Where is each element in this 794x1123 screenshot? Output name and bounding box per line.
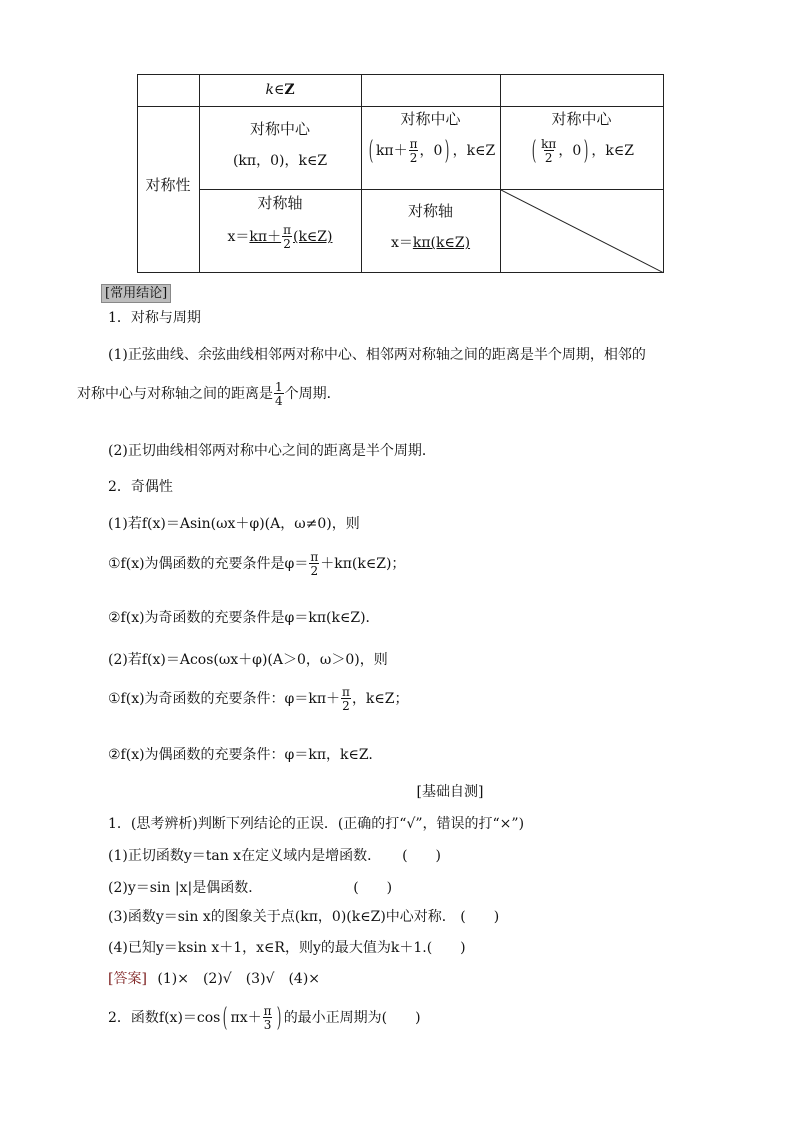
table-rule (137, 106, 664, 107)
selftest-question-2 (108, 1005, 421, 1031)
cos-center-tail: ，0 (419, 143, 443, 159)
cos-axis-pre: x＝ (390, 235, 413, 251)
tan-center-label: 对称中心 (551, 110, 612, 128)
parity-q2: (2)若f(x)＝Acos(ωx＋φ)(A＞0，ω＞0)，则 (108, 652, 388, 668)
sin-axis-u1: kπ＋ (249, 229, 282, 245)
cos-center-label: 对称中心 (400, 110, 461, 128)
numerator: π (342, 685, 350, 699)
p1b-pre: 对称中心与对称轴之间的距离是 (77, 386, 273, 402)
parity-q1b: ②f(x)为奇函数的充要条件是φ＝kπ(k∈Z)． (108, 610, 380, 626)
fraction (263, 1005, 273, 1031)
common-conclusions-tag (101, 282, 171, 301)
fraction (409, 138, 419, 164)
statement-2: (2)y＝sin |x|是偶函数． ( ) (108, 880, 393, 896)
left-paren: ( (368, 136, 374, 166)
right-paren: ) (276, 1003, 281, 1033)
q2a-post: ，k∈Z； (351, 691, 409, 707)
numerator: π (409, 137, 418, 151)
row-label-symmetry: 对称性 (145, 176, 191, 194)
cos-axis-u1: kπ(k∈Z) (412, 235, 471, 251)
answer-line (108, 968, 320, 988)
cos-center-formula (361, 138, 500, 164)
q2-lead: πx＋ (230, 1010, 262, 1026)
denominator: 4 (275, 394, 283, 408)
table-rule (137, 74, 138, 273)
answer-tag: [答案] (108, 971, 147, 987)
sin-axis-u2: (k∈Z) (292, 229, 333, 245)
p1b-post: 个周期． (284, 386, 341, 402)
fraction-quarter (274, 381, 284, 407)
sin-axis-label: 对称轴 (257, 194, 303, 212)
sin-center-k: k∈Z (298, 153, 328, 169)
empty-cell-diagonal (501, 190, 664, 273)
parity-q1a (108, 551, 405, 577)
paragraph-1a: (1)正弦曲线、余弦曲线相邻两对称中心、相邻两对称轴之间的距离是半个周期，相邻的 (108, 347, 646, 363)
cos-center-lead: kπ＋ (375, 143, 408, 159)
table-rule (137, 74, 664, 75)
denominator: 2 (310, 564, 319, 578)
selftest-title: [基础自测] (416, 784, 484, 800)
sin-axis-pre: x＝ (227, 229, 250, 245)
q2a-pre: ①f(x)为奇函数的充要条件：φ＝kπ＋ (108, 691, 341, 707)
paragraph-1b (77, 381, 341, 407)
cos-axis-label: 对称轴 (407, 202, 453, 220)
left-paren: ( (531, 136, 537, 166)
tan-center-formula (500, 138, 663, 164)
heading-symmetry-period: 1．对称与周期 (108, 310, 201, 326)
q1a-pre: ①f(x)为偶函数的充要条件是φ＝ (108, 556, 309, 572)
selftest-question-1: 1．(思考辨析)判断下列结论的正误．(正确的打“√”，错误的打“×”) (108, 816, 525, 832)
numerator: kπ (541, 137, 557, 151)
heading-parity: 2．奇偶性 (108, 479, 173, 495)
sin-axis-formula (199, 224, 361, 250)
tag-label: [常用结论] (101, 284, 171, 303)
denominator: 3 (263, 1018, 272, 1032)
fraction (540, 138, 557, 164)
parity-q2b: ②f(x)为偶函数的充要条件：φ＝kπ，k∈Z. (108, 747, 373, 763)
q2-post: 的最小正周期为( ) (283, 1010, 421, 1026)
sin-center-point: (kπ，0)， (232, 153, 299, 169)
cell-k-in-z: k∈Z (265, 82, 295, 98)
tan-center-suffix: ，k∈Z (591, 143, 634, 159)
fraction (282, 224, 292, 250)
q1a-post: ＋kπ(k∈Z)； (320, 556, 406, 572)
statement-1: (1)正切函数y＝tan x在定义域内是增函数． ( ) (108, 848, 441, 864)
denominator: 2 (283, 237, 291, 251)
cos-center-suffix: ，k∈Z (452, 143, 496, 159)
numerator: π (283, 223, 291, 237)
numerator: 1 (275, 380, 283, 394)
paragraph-2: (2)正切曲线相邻两对称中心之间的距离是半个周期． (108, 443, 436, 459)
fraction (341, 686, 351, 712)
parity-q2a (108, 686, 409, 712)
denominator: 2 (409, 151, 418, 165)
answer-text: (1)× (2)√ (3)√ (4)× (157, 971, 321, 987)
cos-axis-formula (361, 236, 500, 250)
statement-3: (3)函数y＝sin x的图象关于点(kπ，0)(k∈Z)中心对称． ( ) (108, 909, 500, 925)
q2-pre: 2．函数f(x)＝cos (108, 1010, 221, 1026)
tan-center-tail: ，0 (558, 143, 582, 159)
numerator: π (263, 1004, 272, 1018)
fraction (309, 551, 319, 577)
statement-4: (4)已知y＝ksin x＋1，x∈R，则y的最大值为k＋1.( ) (108, 940, 466, 956)
numerator: π (310, 550, 319, 564)
sin-center-label: 对称中心 (249, 120, 310, 138)
sin-center-formula (199, 154, 361, 168)
denominator: 2 (544, 151, 553, 165)
parity-q1: (1)若f(x)＝Asin(ωx＋φ)(A，ω≠0)，则 (108, 516, 360, 532)
denominator: 2 (342, 699, 350, 713)
left-paren: ( (223, 1003, 228, 1033)
right-paren: ) (445, 136, 450, 166)
right-paren: ) (584, 136, 589, 166)
